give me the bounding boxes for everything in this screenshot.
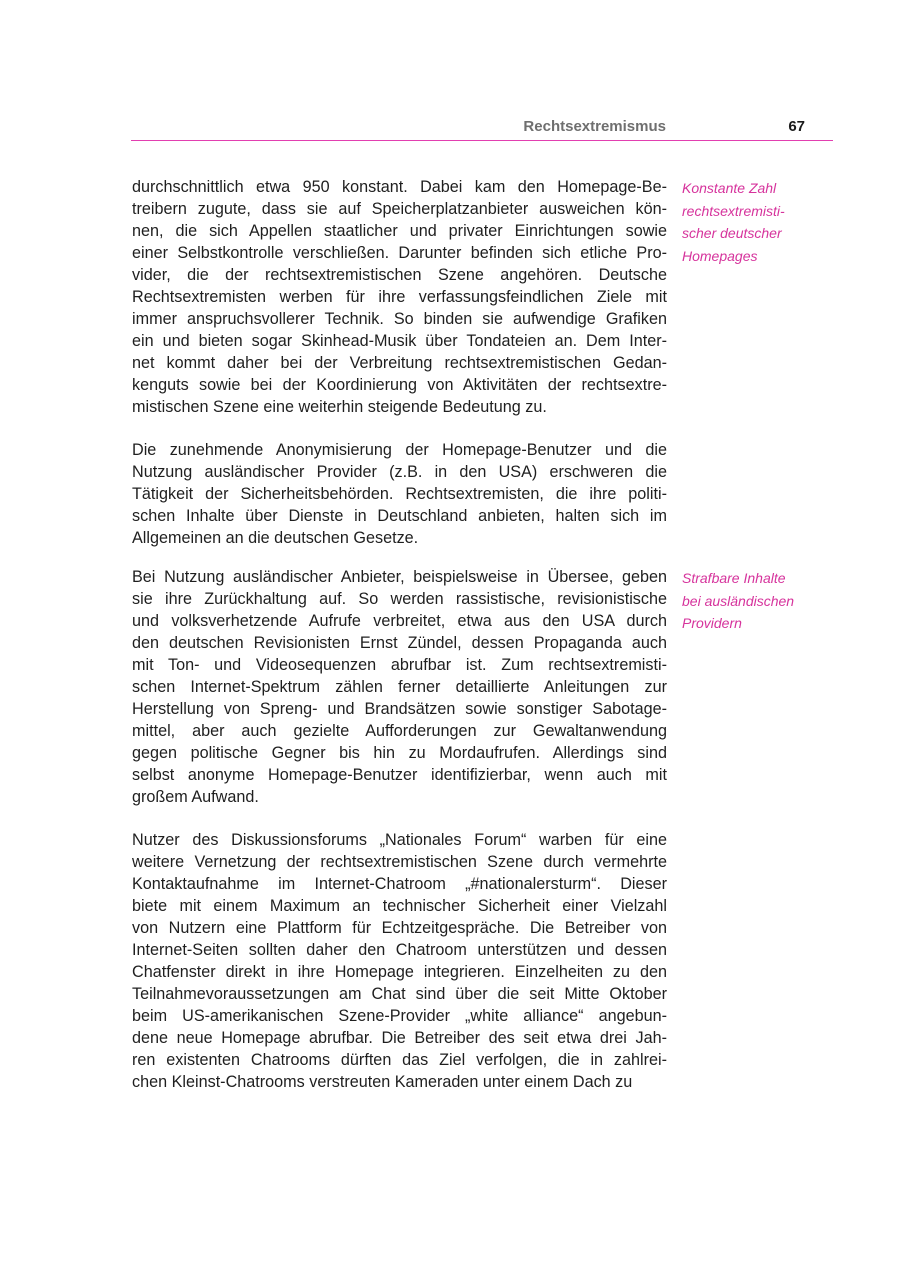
text-line: sie ihre Zurückhaltung auf. So werden rassistische, revisionistische — [132, 590, 667, 608]
text-line: selbst anonyme Homepage-Benutzer identifizierbar, wenn auch mit — [132, 766, 667, 784]
text-line: Allgemeinen an die deutschen Gesetze. — [132, 529, 419, 547]
text-line: mistischen Szene eine weiterhin steigende Bedeutung zu. — [132, 398, 547, 416]
text-line: Teilnahmevoraussetzungen am Chat sind über die seit Mitte Oktober — [132, 985, 667, 1003]
text-line: durchschnittlich etwa 950 konstant. Dabei kam den Homepage-Be- — [132, 178, 667, 196]
text-line: nen, die sich Appellen staatlicher und privater Einrichtungen sowie — [132, 222, 667, 240]
margin-note-line: Konstante Zahl — [682, 180, 777, 196]
text-line: Rechtsextremisten werben für ihre verfassungsfeindlichen Ziele mit — [132, 288, 667, 306]
text-line: Chatfenster direkt in ihre Homepage integrieren. Einzelheiten zu den — [132, 963, 667, 981]
text-line: kenguts sowie bei der Koordinierung von Aktivitäten der rechtsextre- — [132, 376, 667, 394]
text-line: mit Ton- und Videosequenzen abrufbar ist. Zum rechtsextremisti- — [132, 656, 667, 674]
text-line: einer Selbstkontrolle verschließen. Darunter befinden sich etliche Pro- — [132, 244, 667, 262]
margin-note-line: Homepages — [682, 247, 758, 264]
text-line: schen Inhalte über Dienste in Deutschland anbieten, halten sich im — [132, 507, 667, 525]
text-line: ein und bieten sogar Skinhead-Musik über Tondateien an. Dem Inter- — [132, 332, 667, 350]
text-line: biete mit einem Maximum an technischer Sicherheit einer Vielzahl — [132, 897, 667, 915]
text-line: großem Aufwand. — [132, 788, 259, 806]
margin-note-line: bei ausländischen — [682, 592, 795, 609]
text-line: den deutschen Revisionisten Ernst Zündel, dessen Propaganda auch — [132, 634, 667, 652]
text-line: weitere Vernetzung der rechtsextremistischen Szene durch vermehrte — [132, 853, 667, 871]
text-line: chen Kleinst-Chatrooms verstreuten Kameraden unter einem Dach zu — [132, 1073, 633, 1091]
text-line: Nutzer des Diskussionsforums „Nationales Forum“ warben für eine — [132, 831, 667, 849]
margin-note-line: Providern — [682, 615, 742, 631]
text-line: von Nutzern eine Plattform für Echtzeitgespräche. Die Betreiber von — [132, 919, 667, 937]
text-line: mittel, aber auch gezielte Aufforderungen zur Gewaltanwendung — [132, 722, 667, 740]
text-line: immer anspruchsvollerer Technik. So binden sie aufwendige Grafiken — [132, 310, 667, 328]
text-line: dene neue Homepage abrufbar. Die Betreiber des seit etwa drei Jah- — [132, 1029, 667, 1047]
section-title: Rechtsextremismus — [523, 118, 666, 135]
text-line: Herstellung von Spreng- und Brandsätzen sowie sonstiger Sabotage- — [132, 700, 667, 718]
margin-note-line: scher deutscher — [682, 225, 782, 241]
text-line: Die zunehmende Anonymisierung der Homepage-Benutzer und die — [132, 441, 667, 459]
text-line: beim US-amerikanischen Szene-Provider „white alliance“ angebun- — [132, 1007, 667, 1025]
text-line: vider, die der rechtsextremistischen Szene angehören. Deutsche — [132, 266, 667, 284]
text-line: treibern zugute, dass sie auf Speicherplatzanbieter ausweichen kön- — [132, 200, 667, 218]
text-line: und volksverhetzende Aufrufe verbreitet, etwa aus den USA durch — [132, 612, 667, 630]
text-line: schen Internet-Spektrum zählen ferner detaillierte Anleitungen zur — [132, 678, 667, 696]
text-line: Kontaktaufnahme im Internet-Chatroom „#nationalersturm“. Dieser — [132, 875, 667, 893]
margin-note-line: rechtsextremisti- — [682, 202, 785, 219]
text-line: Internet-Seiten sollten daher den Chatroom unterstützen und dessen — [132, 941, 667, 959]
header-rule — [131, 140, 833, 141]
margin-note-line: Strafbare Inhalte — [682, 570, 786, 586]
text-line: gegen politische Gegner bis hin zu Mordaufrufen. Allerdings sind — [132, 744, 667, 762]
page-number: 67 — [788, 118, 805, 135]
text-line: Tätigkeit der Sicherheitsbehörden. Rechtsextremisten, die ihre politi- — [132, 485, 667, 503]
text-line: ren existenten Chatrooms dürften das Ziel verfolgen, die in zahlrei- — [132, 1051, 667, 1069]
text-line: Bei Nutzung ausländischer Anbieter, beispielsweise in Übersee, geben — [132, 568, 667, 586]
text-line: net kommt daher bei der Verbreitung rechtsextremistischen Gedan- — [132, 354, 667, 372]
text-line: Nutzung ausländischer Provider (z.B. in den USA) erschweren die — [132, 463, 667, 481]
